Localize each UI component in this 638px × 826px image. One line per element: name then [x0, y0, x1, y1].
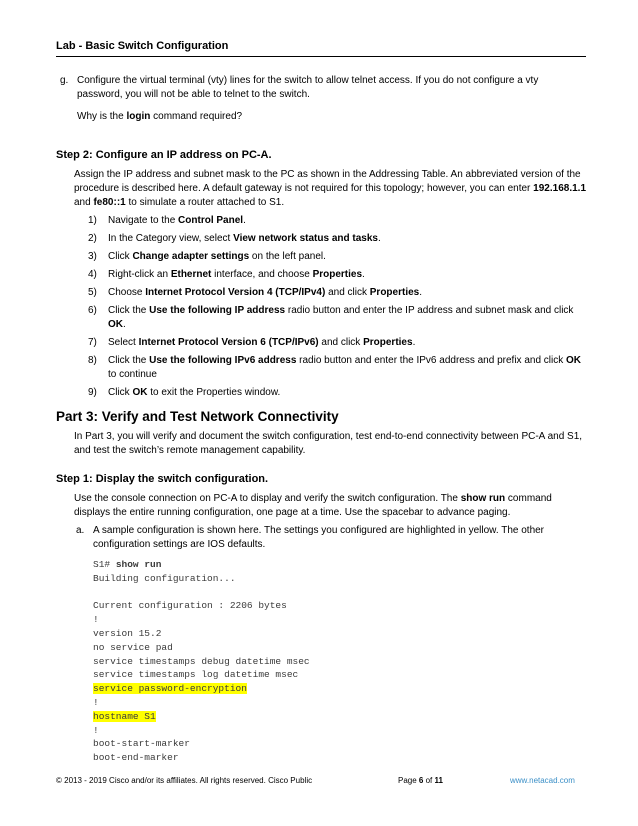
highlight-mark: service password-encryption — [93, 683, 247, 695]
code-line: version 15.2 — [93, 627, 162, 639]
list-item: 5) Choose Internet Protocol Version 4 (TCP/IPv4) and click Properties. — [88, 287, 423, 298]
code-line: service timestamps log datetime msec — [93, 669, 299, 681]
code-line-highlighted — [93, 682, 586, 696]
item-a-marker: a. — [76, 525, 85, 536]
item-g-question: Why is the login command required? — [77, 111, 243, 122]
list-item: 3) Click Change adapter settings on the left panel. — [88, 251, 326, 262]
item-a — [56, 524, 586, 552]
code-line: service timestamps debug datetime msec — [93, 655, 310, 667]
header-divider — [56, 56, 586, 57]
code-line: S1# show run — [93, 559, 162, 570]
code-line — [93, 586, 586, 600]
list-item: 2) In the Category view, select View network status and tasks. — [88, 233, 381, 244]
list-item: 4) Right-click an Ethernet interface, and choose Properties. — [88, 269, 365, 280]
code-line: boot-start-marker — [93, 738, 190, 750]
code-line: Building configuration... — [93, 572, 236, 584]
part3-intro: In Part 3, you will verify and document the switch configuration, test end-to-end connectivity between PC-A and S1, and test the switch’s remote management capability. — [74, 431, 583, 456]
code-line: no service pad — [93, 641, 173, 653]
footer-copyright: © 2013 - 2019 Cisco and/or its affiliates. All rights reserved. Cisco Public — [56, 776, 313, 785]
item-g-text: Configure the virtual terminal (vty) lines for the switch to allow telnet access. If you do not configure a vty password, you will not be able to telnet to the switch. — [77, 75, 539, 100]
step2-intro: Assign the IP address and subnet mask to the PC as shown in the Addressing Table. An abbreviated version of the procedure is described here. A default gateway is not required for this topology; however, you can enter 192.168.1.1 and fe80::1 to simulate a router attached to S1. — [74, 169, 586, 208]
code-line-highlighted — [93, 710, 586, 724]
list-item: 7) Select Internet Protocol Version 6 (TCP/IPv6) and click Properties. — [88, 337, 416, 348]
list-item: 8) Click the Use the following IPv6 address radio button and enter the IPv6 address and prefix and click OK to continue — [88, 355, 581, 380]
footer-page-number: Page 6 of 11 — [398, 776, 443, 785]
item-a-text: A sample configuration is shown here. The settings you configured are highlighted in yellow. The other configuration settings are IOS defaults. — [93, 525, 545, 550]
step2-procedure-list — [56, 214, 586, 400]
list-item: 6) Click the Use the following IP address radio button and enter the IP address and subnet mask and click OK. — [88, 305, 574, 330]
list-item: 1) Navigate to the Control Panel. — [88, 215, 246, 226]
code-line: ! — [93, 696, 99, 708]
config-code-block — [56, 558, 586, 765]
part3-heading: Part 3: Verify and Test Network Connectivity — [56, 409, 339, 424]
footer-url-link[interactable]: www.netacad.com — [510, 776, 575, 785]
page-content — [56, 74, 586, 765]
code-line: Current configuration : 2206 bytes — [93, 600, 287, 612]
highlight-mark: hostname S1 — [93, 710, 156, 722]
step1-heading: Step 1: Display the switch configuration. — [56, 473, 269, 485]
code-line: ! — [93, 614, 99, 626]
step2-heading: Step 2: Configure an IP address on PC-A. — [56, 149, 272, 161]
code-line: ! — [93, 724, 99, 736]
list-item: 9) Click OK to exit the Properties window. — [88, 387, 281, 398]
page-header: Lab - Basic Switch Configuration — [56, 40, 229, 52]
code-line: boot-end-marker — [93, 752, 179, 764]
step1-intro: Use the console connection on PC-A to display and verify the switch configuration. The show run command displays the entire running configuration, one page at a time. Use the spacebar to advance paging. — [74, 493, 552, 518]
item-g — [56, 74, 586, 124]
item-g-marker: g. — [60, 75, 69, 86]
